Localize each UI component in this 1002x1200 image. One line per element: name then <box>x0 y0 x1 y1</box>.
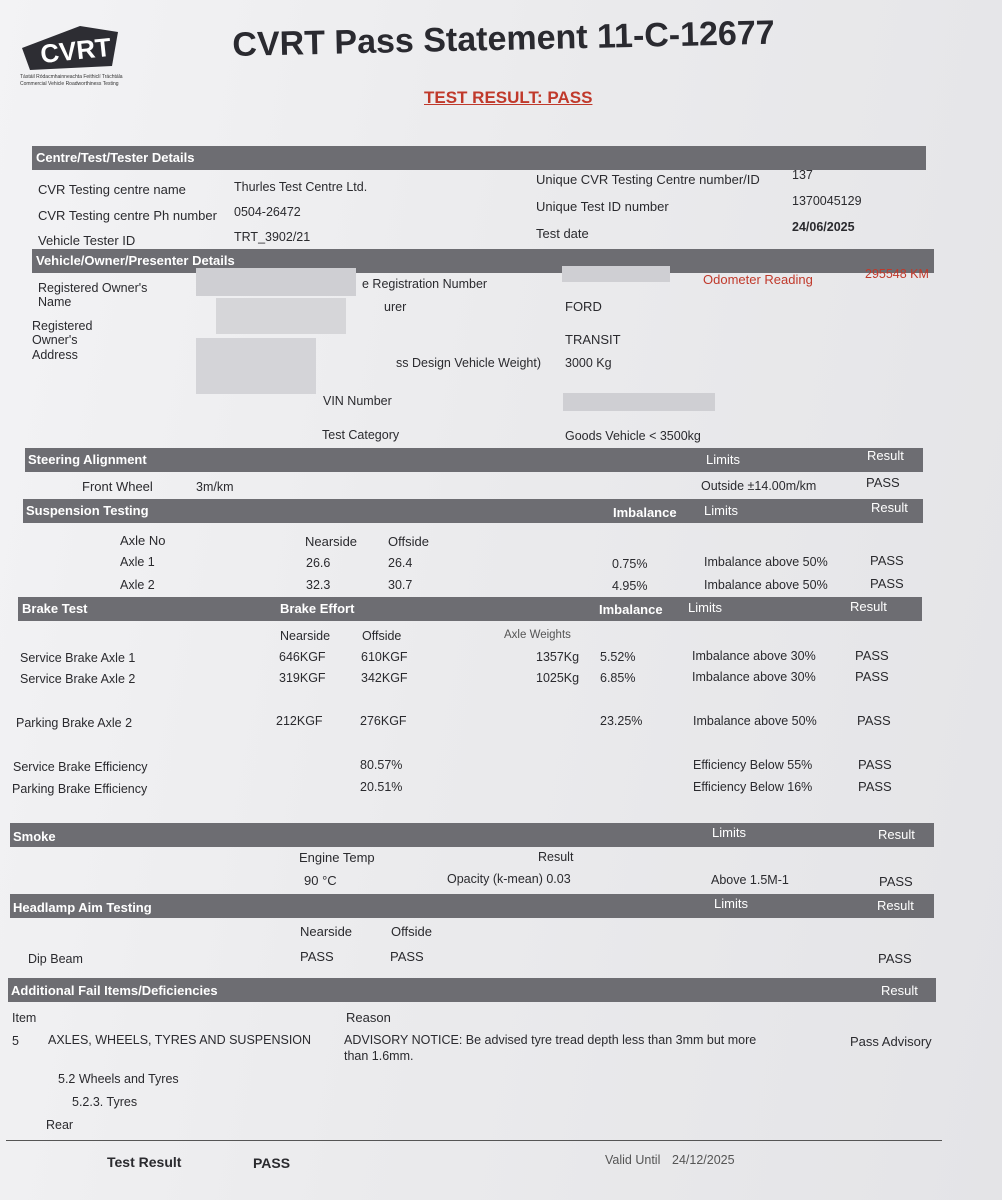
owner-address-label-1: Registered <box>32 319 93 333</box>
owner-name-label-2: Name <box>38 295 72 309</box>
smoke-limit: Above 1.5M-1 <box>711 873 789 887</box>
additional-reason-line-1: ADVISORY NOTICE: Be advised tyre tread depth less than 3mm but more <box>344 1033 757 1047</box>
front-wheel-limit: Outside ±14.00m/km <box>701 479 817 493</box>
test-date-value: 24/06/2025 <box>792 220 855 234</box>
centre-name-value: Thurles Test Centre Ltd. <box>234 180 368 194</box>
odometer-label: Odometer Reading <box>703 272 813 287</box>
service-brake-axle-2-label: Service Brake Axle 2 <box>20 672 136 686</box>
parking-brake-efficiency-label: Parking Brake Efficiency <box>12 782 148 796</box>
suspension-col-nearside: Nearside <box>305 534 358 549</box>
logo-tagline-irish: Tástáil Ródacmhainneachta Feithiclí Tráchtála <box>20 74 123 80</box>
centre-name-label: CVR Testing centre name <box>38 182 186 197</box>
unique-centre-value: 137 <box>792 168 813 182</box>
test-category-label: Test Category <box>322 428 400 442</box>
service-brake-axle-1-imbalance: 5.52% <box>600 650 636 664</box>
tester-id-value: TRT_3902/21 <box>234 230 311 244</box>
redacted-owner-address-1 <box>216 298 346 334</box>
additional-col-item: Item <box>12 1011 37 1025</box>
dip-beam-nearside: PASS <box>300 949 334 964</box>
front-wheel-label: Front Wheel <box>82 479 153 494</box>
brake-section-header: Brake Test Brake Effort Imbalance Limits Result <box>18 597 922 621</box>
headlamp-section-header: Headlamp Aim Testing Limits Result <box>10 894 934 918</box>
parking-brake-efficiency-value: 20.51% <box>360 780 403 794</box>
smoke-section-header: Smoke Limits Result <box>10 823 934 847</box>
additional-reason-line-2: than 1.6mm. <box>344 1049 414 1063</box>
suspension-axle-2-nearside: 32.3 <box>306 578 331 592</box>
owner-address-label-3: Address <box>32 348 78 362</box>
front-wheel-value: 3m/km <box>196 480 234 494</box>
design-weight-value: 3000 Kg <box>565 356 612 370</box>
suspension-axle-1: Axle 1 <box>120 555 155 569</box>
suspension-axle-2: Axle 2 <box>120 578 155 592</box>
odometer-value: 295548 KM <box>865 267 929 281</box>
centre-section-header: Centre/Test/Tester Details <box>32 146 926 170</box>
suspension-axle-2-offside: 30.7 <box>388 578 413 592</box>
headlamp-col-nearside: Nearside <box>300 924 353 939</box>
tester-id-label: Vehicle Tester ID <box>38 233 136 248</box>
parking-brake-axle-2-label: Parking Brake Axle 2 <box>16 716 133 730</box>
brake-col-axle-weights: Axle Weights <box>504 629 571 641</box>
dip-beam-label: Dip Beam <box>28 952 83 966</box>
vehicle-section-header: Vehicle/Owner/Presenter Details <box>32 249 934 273</box>
service-brake-axle-2-imbalance: 6.85% <box>600 671 636 685</box>
page-title: CVRT Pass Statement 11-C-12677 <box>232 13 776 64</box>
additional-sub-2: 5.2.3. Tyres <box>72 1095 138 1109</box>
owner-address-label-2: Owner's <box>32 333 78 347</box>
service-brake-axle-1-limit: Imbalance above 30% <box>692 649 816 663</box>
suspension-axle-1-result: PASS <box>870 553 904 568</box>
suspension-axle-1-imbalance: 0.75% <box>612 557 648 571</box>
headlamp-col-offside: Offside <box>391 924 432 939</box>
service-brake-axle-2-offside: 342KGF <box>361 671 408 685</box>
logo-text: CVRT <box>38 31 113 70</box>
suspension-axle-1-limit: Imbalance above 50% <box>704 555 828 569</box>
additional-sub-3: Rear <box>46 1118 74 1132</box>
parking-brake-efficiency-limit: Efficiency Below 16% <box>693 780 813 794</box>
additional-sub-1: 5.2 Wheels and Tyres <box>58 1072 179 1086</box>
opacity-value: Opacity (k-mean) 0.03 <box>447 872 571 886</box>
suspension-axle-2-result: PASS <box>870 576 904 591</box>
service-brake-axle-1-weight: 1357Kg <box>536 650 580 664</box>
manufacturer-value: FORD <box>565 299 602 314</box>
centre-phone-value: 0504-26472 <box>234 205 301 219</box>
service-brake-axle-2-weight: 1025Kg <box>536 671 580 685</box>
suspension-axle-2-limit: Imbalance above 50% <box>704 578 828 592</box>
vin-label: VIN Number <box>323 394 392 408</box>
parking-brake-efficiency-result: PASS <box>858 779 892 794</box>
design-weight-label: ss Design Vehicle Weight) <box>396 356 541 370</box>
redacted-registration-number <box>562 266 670 282</box>
parking-brake-axle-2-nearside: 212KGF <box>276 714 323 728</box>
owner-name-label-1: Registered Owner's <box>38 281 148 295</box>
service-brake-axle-2-result: PASS <box>855 669 889 684</box>
service-brake-axle-2-nearside: 319KGF <box>279 671 326 685</box>
parking-brake-axle-2-result: PASS <box>857 713 891 728</box>
parking-brake-axle-2-imbalance: 23.25% <box>600 714 643 728</box>
redacted-vin <box>563 393 715 411</box>
additional-col-reason: Reason <box>346 1010 391 1025</box>
brake-col-nearside: Nearside <box>280 629 331 643</box>
suspension-axle-1-nearside: 26.6 <box>306 556 331 570</box>
model-value: TRANSIT <box>565 332 621 347</box>
additional-item-number: 5 <box>12 1034 19 1048</box>
suspension-col-axle: Axle No <box>120 533 166 548</box>
service-brake-axle-1-label: Service Brake Axle 1 <box>20 651 136 665</box>
smoke-result: PASS <box>879 874 913 889</box>
suspension-col-offside: Offside <box>388 534 429 549</box>
registration-number-label: e Registration Number <box>362 277 488 291</box>
redacted-owner-address-2 <box>196 338 316 394</box>
suspension-axle-1-offside: 26.4 <box>388 556 413 570</box>
brake-col-offside: Offside <box>362 629 402 643</box>
unique-test-label: Unique Test ID number <box>536 199 669 214</box>
engine-temp-label: Engine Temp <box>299 850 375 865</box>
test-date-label: Test date <box>536 226 589 241</box>
logo-tagline-english: Commercial Vehicle Roadworthiness Testing <box>20 81 119 87</box>
suspension-axle-2-imbalance: 4.95% <box>612 579 648 593</box>
service-brake-efficiency-value: 80.57% <box>360 758 403 772</box>
parking-brake-axle-2-offside: 276KGF <box>360 714 407 728</box>
parking-brake-axle-2-limit: Imbalance above 50% <box>693 714 817 728</box>
additional-items-section-header: Additional Fail Items/Deficiencies Result <box>8 978 936 1002</box>
dip-beam-result: PASS <box>878 951 912 966</box>
service-brake-efficiency-limit: Efficiency Below 55% <box>693 758 813 772</box>
footer-divider <box>6 1140 942 1141</box>
smoke-result-col-label: Result <box>538 850 574 864</box>
steering-section-header: Steering Alignment Limits Result <box>25 448 923 472</box>
service-brake-axle-1-result: PASS <box>855 648 889 663</box>
dip-beam-offside: PASS <box>390 949 424 964</box>
redacted-owner-name <box>196 268 356 296</box>
manufacturer-label: urer <box>384 300 407 314</box>
valid-until-value: 24/12/2025 <box>672 1153 735 1167</box>
unique-centre-label: Unique CVR Testing Centre number/ID <box>536 172 760 187</box>
test-category-value: Goods Vehicle < 3500kg <box>565 429 701 443</box>
service-brake-axle-1-offside: 610KGF <box>361 650 408 664</box>
service-brake-axle-2-limit: Imbalance above 30% <box>692 670 816 684</box>
additional-item-name: AXLES, WHEELS, TYRES AND SUSPENSION <box>48 1033 312 1047</box>
unique-test-value: 1370045129 <box>792 194 862 208</box>
centre-phone-label: CVR Testing centre Ph number <box>38 208 217 223</box>
valid-until-label: Valid Until <box>605 1153 661 1167</box>
additional-item-result: Pass Advisory <box>850 1034 932 1049</box>
footer-test-result-value: PASS <box>253 1155 291 1171</box>
engine-temp-value: 90 °C <box>304 873 337 888</box>
cvrt-logo <box>20 26 120 70</box>
service-brake-efficiency-label: Service Brake Efficiency <box>13 760 148 774</box>
service-brake-efficiency-result: PASS <box>858 757 892 772</box>
test-result-heading: TEST RESULT: PASS <box>424 88 593 107</box>
suspension-section-header: Suspension Testing Imbalance Limits Result <box>23 499 923 523</box>
footer-test-result-label: Test Result <box>107 1154 182 1170</box>
front-wheel-result: PASS <box>866 475 900 490</box>
service-brake-axle-1-nearside: 646KGF <box>279 650 326 664</box>
